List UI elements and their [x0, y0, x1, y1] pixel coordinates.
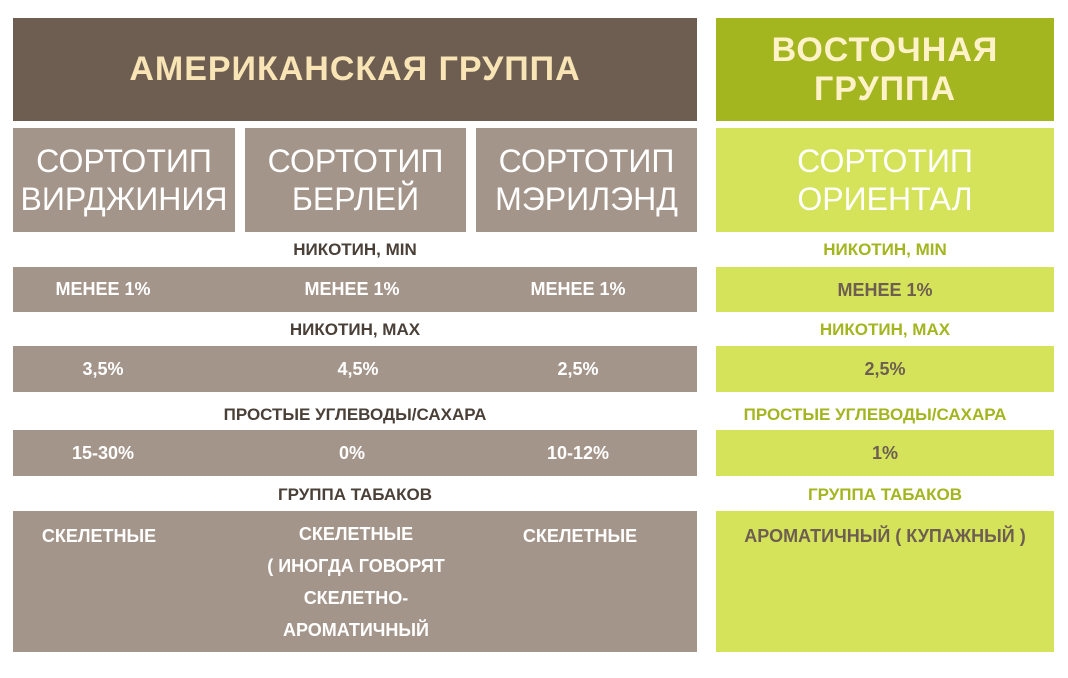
nicotine-min-oriental: МЕНЕЕ 1%	[837, 280, 933, 300]
sugars-burley: 0%	[338, 443, 365, 463]
subtype-maryland	[476, 128, 697, 232]
nicotine-min-burley: МЕНЕЕ 1%	[304, 279, 400, 299]
nicotine-max-oriental: 2,5%	[864, 359, 906, 379]
subtype-burley-line2: БЕРЛЕЙ	[291, 181, 420, 217]
subtype-maryland-line2: МЭРИЛЭНД	[495, 181, 678, 217]
subtype-oriental-line2: ОРИЕНТАЛ	[797, 181, 973, 217]
sugars-label-eastern: ПРОСТЫЕ УГЛЕВОДЫ/САХАРА	[743, 405, 1007, 424]
eastern-group-title: ВОСТОЧНАЯ ГРУППА	[771, 30, 999, 108]
tobacco-group-burley-line2: ( ИНОГДА ГОВОРЯТ	[267, 556, 445, 576]
subtype-virginia	[13, 128, 235, 232]
tobacco-group-maryland: СКЕЛЕТНЫЕ	[522, 526, 638, 546]
tobacco-group-oriental: АРОМАТИЧНЫЙ ( КУПАЖНЫЙ )	[744, 526, 1026, 546]
tobacco-group-virginia: СКЕЛЕТНЫЕ	[41, 526, 157, 546]
subtype-oriental	[716, 128, 1054, 232]
sugars-maryland: 10-12%	[546, 443, 610, 463]
tobacco-group-burley-line3: СКЕЛЕТНО-АРОМАТИЧНЫЙ	[282, 588, 429, 640]
subtype-oriental-line1: СОРТОТИП	[797, 143, 973, 179]
subtype-burley-line1: СОРТОТИП	[267, 143, 444, 179]
nicotine-max-label-american: НИКОТИН, MAX	[289, 320, 421, 339]
nicotine-max-maryland: 2,5%	[557, 359, 599, 379]
nicotine-min-label-american: НИКОТИН, MIN	[293, 240, 417, 259]
subtype-virginia-line1: СОРТОТИП	[36, 143, 212, 179]
tobacco-group-burley-line1: СКЕЛЕТНЫЕ	[298, 524, 414, 544]
nicotine-min-maryland: МЕНЕЕ 1%	[530, 279, 626, 299]
nicotine-min-label-eastern: НИКОТИН, MIN	[823, 240, 947, 259]
subtype-virginia-line2: ВИРДЖИНИЯ	[20, 181, 228, 217]
american-group-header	[13, 18, 697, 121]
tobacco-group-label-eastern: ГРУППА ТАБАКОВ	[807, 485, 963, 504]
tobacco-group-burley-line4: СОРТОТИП )	[300, 652, 412, 672]
sugars-virginia: 15-30%	[71, 443, 135, 463]
subtype-maryland-line1: СОРТОТИП	[498, 143, 675, 179]
tobacco-group-label-american: ГРУППА ТАБАКОВ	[277, 485, 433, 504]
nicotine-max-burley: 4,5%	[337, 359, 379, 379]
nicotine-min-virginia: МЕНЕЕ 1%	[55, 279, 151, 299]
tobacco-group-burley	[236, 518, 476, 678]
subtype-burley	[245, 128, 466, 232]
sugars-label-american: ПРОСТЫЕ УГЛЕВОДЫ/САХАРА	[223, 405, 487, 424]
nicotine-max-label-eastern: НИКОТИН, MAX	[819, 320, 951, 339]
eastern-group-header	[716, 18, 1054, 121]
nicotine-max-virginia: 3,5%	[82, 359, 124, 379]
american-group-title: АМЕРИКАНСКАЯ ГРУППА	[129, 50, 581, 88]
sugars-oriental: 1%	[871, 443, 898, 463]
